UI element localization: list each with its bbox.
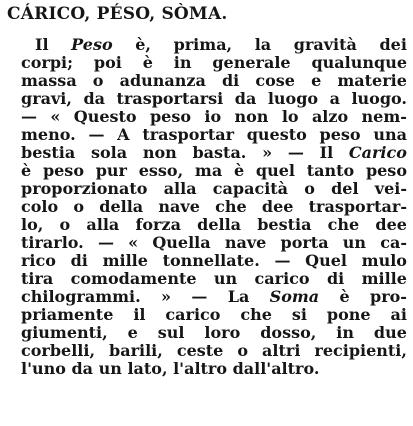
italic-term: Soma xyxy=(269,287,320,306)
entry-line xyxy=(21,72,407,90)
word: non xyxy=(234,107,269,126)
word: nem- xyxy=(361,107,407,126)
word: esso, xyxy=(138,161,184,180)
word: nave xyxy=(158,197,200,216)
word: non xyxy=(142,143,177,162)
word: pone xyxy=(326,305,371,324)
word: ma xyxy=(194,161,223,180)
word: meno. xyxy=(21,125,76,144)
word: massa xyxy=(21,71,77,90)
word: qualunque xyxy=(311,53,407,72)
entry-line xyxy=(21,360,407,378)
word: la xyxy=(254,35,272,54)
word: barili, xyxy=(109,341,163,360)
word: o xyxy=(92,71,104,90)
word: del xyxy=(331,179,359,198)
word: una xyxy=(373,125,407,144)
word: — xyxy=(88,125,105,144)
word: chilogrammi. xyxy=(21,287,141,306)
entry-line xyxy=(21,144,407,162)
word: mulo xyxy=(361,251,407,270)
word: questo xyxy=(246,125,307,144)
word: gravi, xyxy=(21,89,72,108)
word: Quella xyxy=(152,233,211,252)
word: un xyxy=(342,233,367,252)
word: tirarlo. xyxy=(21,233,84,252)
word: io xyxy=(204,107,222,126)
word: corpi; xyxy=(21,53,74,72)
word: da xyxy=(234,89,257,108)
entry-line xyxy=(21,288,407,306)
entry-line xyxy=(21,216,407,234)
word: priamente xyxy=(21,305,114,324)
word: da xyxy=(83,89,105,108)
word: o xyxy=(237,341,249,360)
word: — xyxy=(21,107,37,126)
text-run: l'uno da un lato, l'altro dall'altro. xyxy=(21,359,320,378)
word: due xyxy=(373,323,407,342)
word: di xyxy=(221,71,240,90)
word: A xyxy=(117,125,130,144)
word: di xyxy=(326,269,345,288)
word: prima, xyxy=(173,35,233,54)
word: peso xyxy=(319,125,361,144)
word: trasportar xyxy=(142,125,234,144)
word: lo xyxy=(281,107,299,126)
word: forza xyxy=(135,215,181,234)
word: alzo xyxy=(311,107,349,126)
word: peso xyxy=(365,161,407,180)
word: capacità xyxy=(212,179,289,198)
word: nave xyxy=(224,233,267,252)
word: vei- xyxy=(374,179,407,198)
entry-line xyxy=(21,252,407,270)
italic-term: Carico xyxy=(348,143,407,162)
word: della xyxy=(197,215,242,234)
word: Il xyxy=(319,143,334,162)
word: in xyxy=(173,53,192,72)
word: poi xyxy=(93,53,122,72)
word: è xyxy=(21,161,32,180)
word: dee xyxy=(261,197,294,216)
word: cose xyxy=(255,71,295,90)
word: recipienti, xyxy=(314,341,407,360)
word: o xyxy=(304,179,315,198)
word: generale xyxy=(212,53,291,72)
entry-line xyxy=(21,342,407,360)
word: dei xyxy=(379,35,407,54)
word: peso xyxy=(149,107,191,126)
word: bestia xyxy=(21,143,76,162)
word: rico xyxy=(21,251,56,270)
word: peso xyxy=(42,161,84,180)
entry-line xyxy=(21,306,407,324)
word: tanto xyxy=(306,161,355,180)
word: Il xyxy=(35,35,49,54)
word: di xyxy=(70,251,88,270)
entry-line xyxy=(21,90,407,108)
word: dee xyxy=(375,215,407,234)
word: bestia xyxy=(257,215,312,234)
word: quel xyxy=(255,161,295,180)
word: materie xyxy=(337,71,407,90)
word: Quel xyxy=(305,251,347,270)
word: è xyxy=(233,161,245,180)
word: che xyxy=(240,305,272,324)
word: colo xyxy=(21,197,59,216)
word: a xyxy=(329,89,340,108)
word: adunanza xyxy=(119,71,206,90)
word: — xyxy=(274,251,291,270)
word: carico xyxy=(165,305,221,324)
word: della xyxy=(99,197,144,216)
entry-line xyxy=(21,126,407,144)
italic-term: Peso xyxy=(71,35,113,54)
word: un xyxy=(213,269,238,288)
word: alla xyxy=(86,215,120,234)
word: Questo xyxy=(73,107,137,126)
word: sul xyxy=(157,323,185,342)
entry-line xyxy=(21,198,407,216)
word: si xyxy=(291,305,307,324)
word: » xyxy=(161,287,172,306)
entry-line xyxy=(21,270,407,288)
word: che xyxy=(327,215,360,234)
word: ca- xyxy=(380,233,407,252)
word: altri xyxy=(262,341,301,360)
word: o xyxy=(59,215,71,234)
word: « xyxy=(128,233,139,252)
entry-line xyxy=(21,54,407,72)
word: ceste xyxy=(176,341,224,360)
word: — xyxy=(191,287,208,306)
word: alla xyxy=(163,179,197,198)
word: il xyxy=(133,305,146,324)
word: e xyxy=(311,71,322,90)
entry-heading: CÁRICO, PÉSO, SÒMA. xyxy=(7,4,228,24)
word: luogo xyxy=(267,89,319,108)
word: è, xyxy=(135,35,151,54)
word: loro xyxy=(204,323,241,342)
word: La xyxy=(227,287,250,306)
word: lo, xyxy=(21,215,44,234)
word: — xyxy=(97,233,114,252)
word: giumenti, xyxy=(21,323,108,342)
word: — xyxy=(287,143,304,162)
word: pro- xyxy=(370,287,407,306)
word: porta xyxy=(280,233,329,252)
word: mille xyxy=(361,269,407,288)
word: dosso, xyxy=(260,323,317,342)
word: trasportar- xyxy=(308,197,407,216)
word: è xyxy=(142,53,153,72)
word: in xyxy=(336,323,354,342)
word: e xyxy=(127,323,138,342)
word: luogo. xyxy=(351,89,407,108)
word: basta. xyxy=(192,143,247,162)
word: trasportarsi xyxy=(116,89,224,108)
word: o xyxy=(73,197,85,216)
word: è xyxy=(339,287,350,306)
entry-line xyxy=(21,324,407,342)
entry-line xyxy=(21,234,407,252)
entry-line xyxy=(21,108,407,126)
word: corbelli, xyxy=(21,341,96,360)
word: tonnellate. xyxy=(162,251,260,270)
word: mille xyxy=(102,251,148,270)
entry-line xyxy=(21,162,407,180)
word: gravità xyxy=(293,35,357,54)
entry-line xyxy=(21,36,407,54)
word: pur xyxy=(95,161,127,180)
word: che xyxy=(215,197,247,216)
word: proporzionato xyxy=(21,179,148,198)
word: comodamente xyxy=(70,269,197,288)
word: carico xyxy=(254,269,310,288)
word: ai xyxy=(390,305,407,324)
word: tira xyxy=(21,269,54,288)
word: » xyxy=(262,143,273,162)
entry-body xyxy=(21,36,407,378)
word: « xyxy=(50,107,61,126)
entry-line xyxy=(21,180,407,198)
word: sola xyxy=(90,143,128,162)
